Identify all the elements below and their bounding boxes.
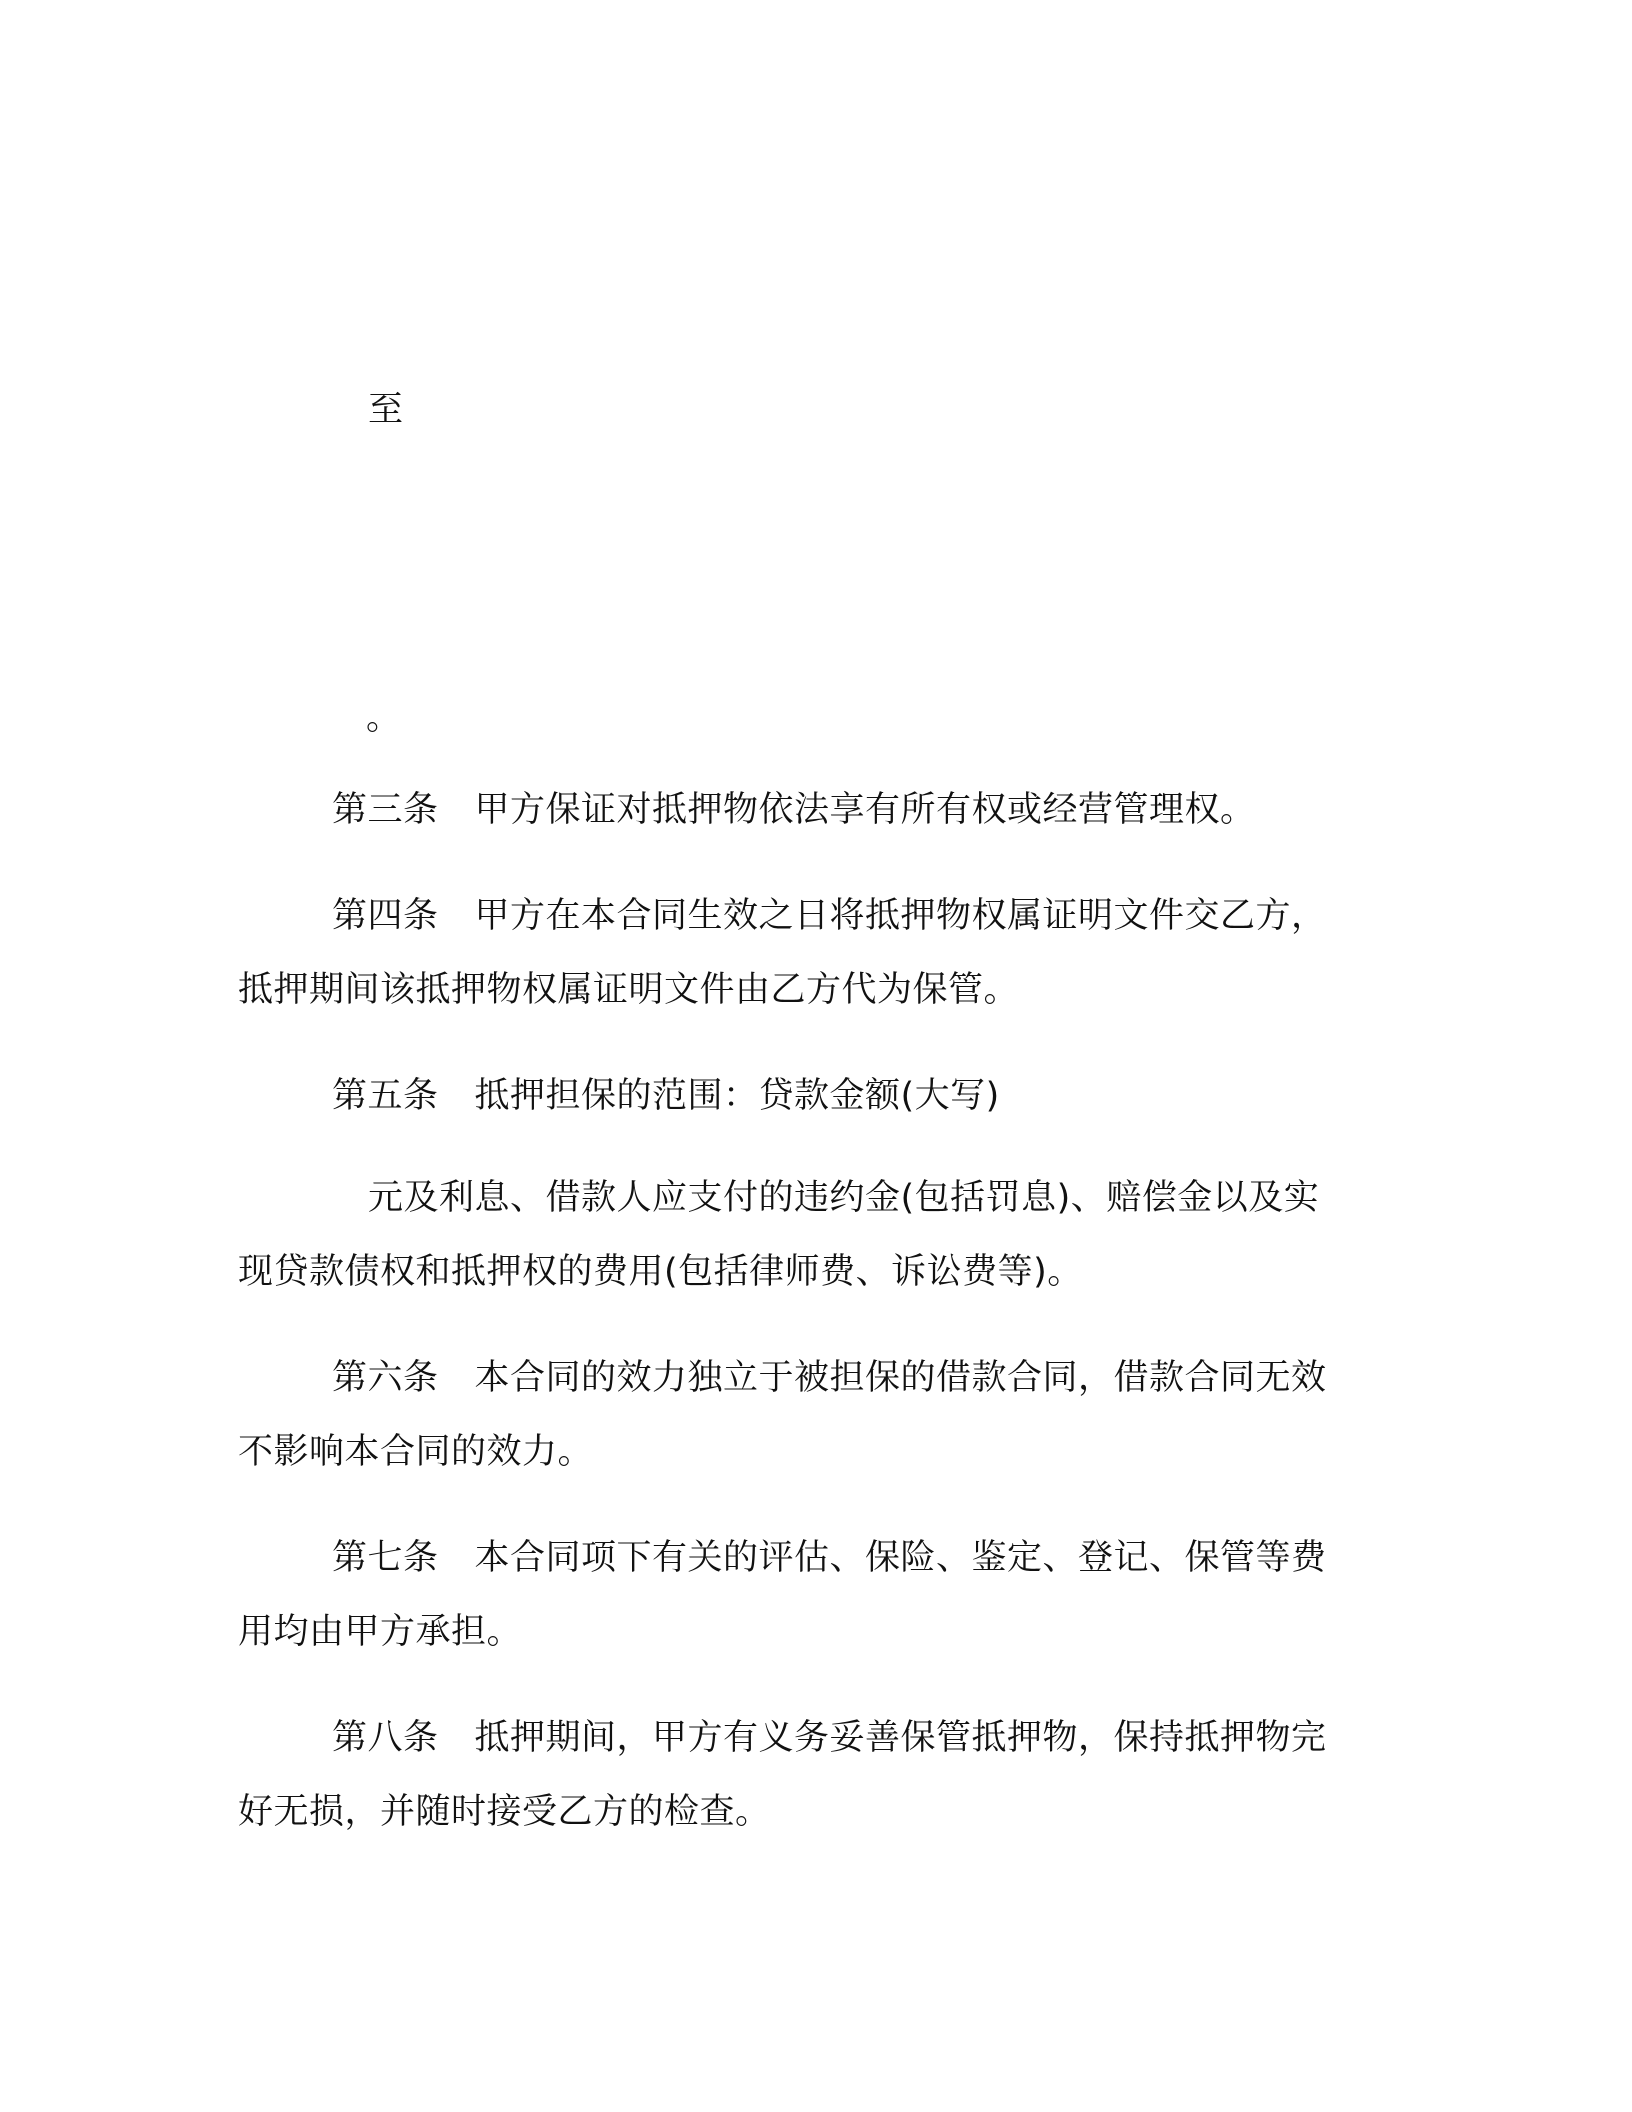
fragment-to: 至 [368, 390, 404, 430]
article-4-line-1 [332, 894, 1327, 938]
article-5-text-3: 现贷款债权和抵押权的费用(包括律师费、诉讼费等)。 [238, 1252, 1083, 1292]
article-5-text-1: 抵押担保的范围：贷款金额(大写) [474, 1076, 1000, 1116]
article-4-text-1: 甲方在本合同生效之日将抵押物权属证明文件交乙方， [474, 896, 1327, 936]
fragment-period: 。 [366, 698, 402, 738]
article-7-label: 第七条 [332, 1538, 439, 1578]
article-5-label: 第五条 [332, 1076, 439, 1116]
article-7-line-1 [332, 1536, 1327, 1580]
article-6-line-1 [332, 1356, 1327, 1400]
article-4-text-2: 抵押期间该抵押物权属证明文件由乙方代为保管。 [238, 970, 1020, 1010]
article-8-label: 第八条 [332, 1718, 439, 1758]
article-3-line-1 [332, 788, 1256, 832]
article-5-text-2: 元及利息、借款人应支付的违约金(包括罚息)、赔偿金以及实 [368, 1178, 1320, 1218]
article-4-label: 第四条 [332, 896, 439, 936]
article-5-line-1 [332, 1074, 1000, 1118]
article-3-text-1: 甲方保证对抵押物依法享有所有权或经营管理权。 [474, 790, 1256, 830]
article-6-label: 第六条 [332, 1358, 439, 1398]
article-3-label: 第三条 [332, 790, 439, 830]
article-6-text-2: 不影响本合同的效力。 [238, 1432, 594, 1472]
article-6-text-1: 本合同的效力独立于被担保的借款合同，借款合同无效 [474, 1358, 1327, 1398]
article-8-text-1: 抵押期间，甲方有义务妥善保管抵押物，保持抵押物完 [474, 1718, 1327, 1758]
article-7-text-2: 用均由甲方承担。 [238, 1612, 523, 1652]
article-8-line-1 [332, 1716, 1327, 1760]
article-7-text-1: 本合同项下有关的评估、保险、鉴定、登记、保管等费 [474, 1538, 1327, 1578]
article-8-text-2: 好无损，并随时接受乙方的检查。 [238, 1792, 771, 1832]
